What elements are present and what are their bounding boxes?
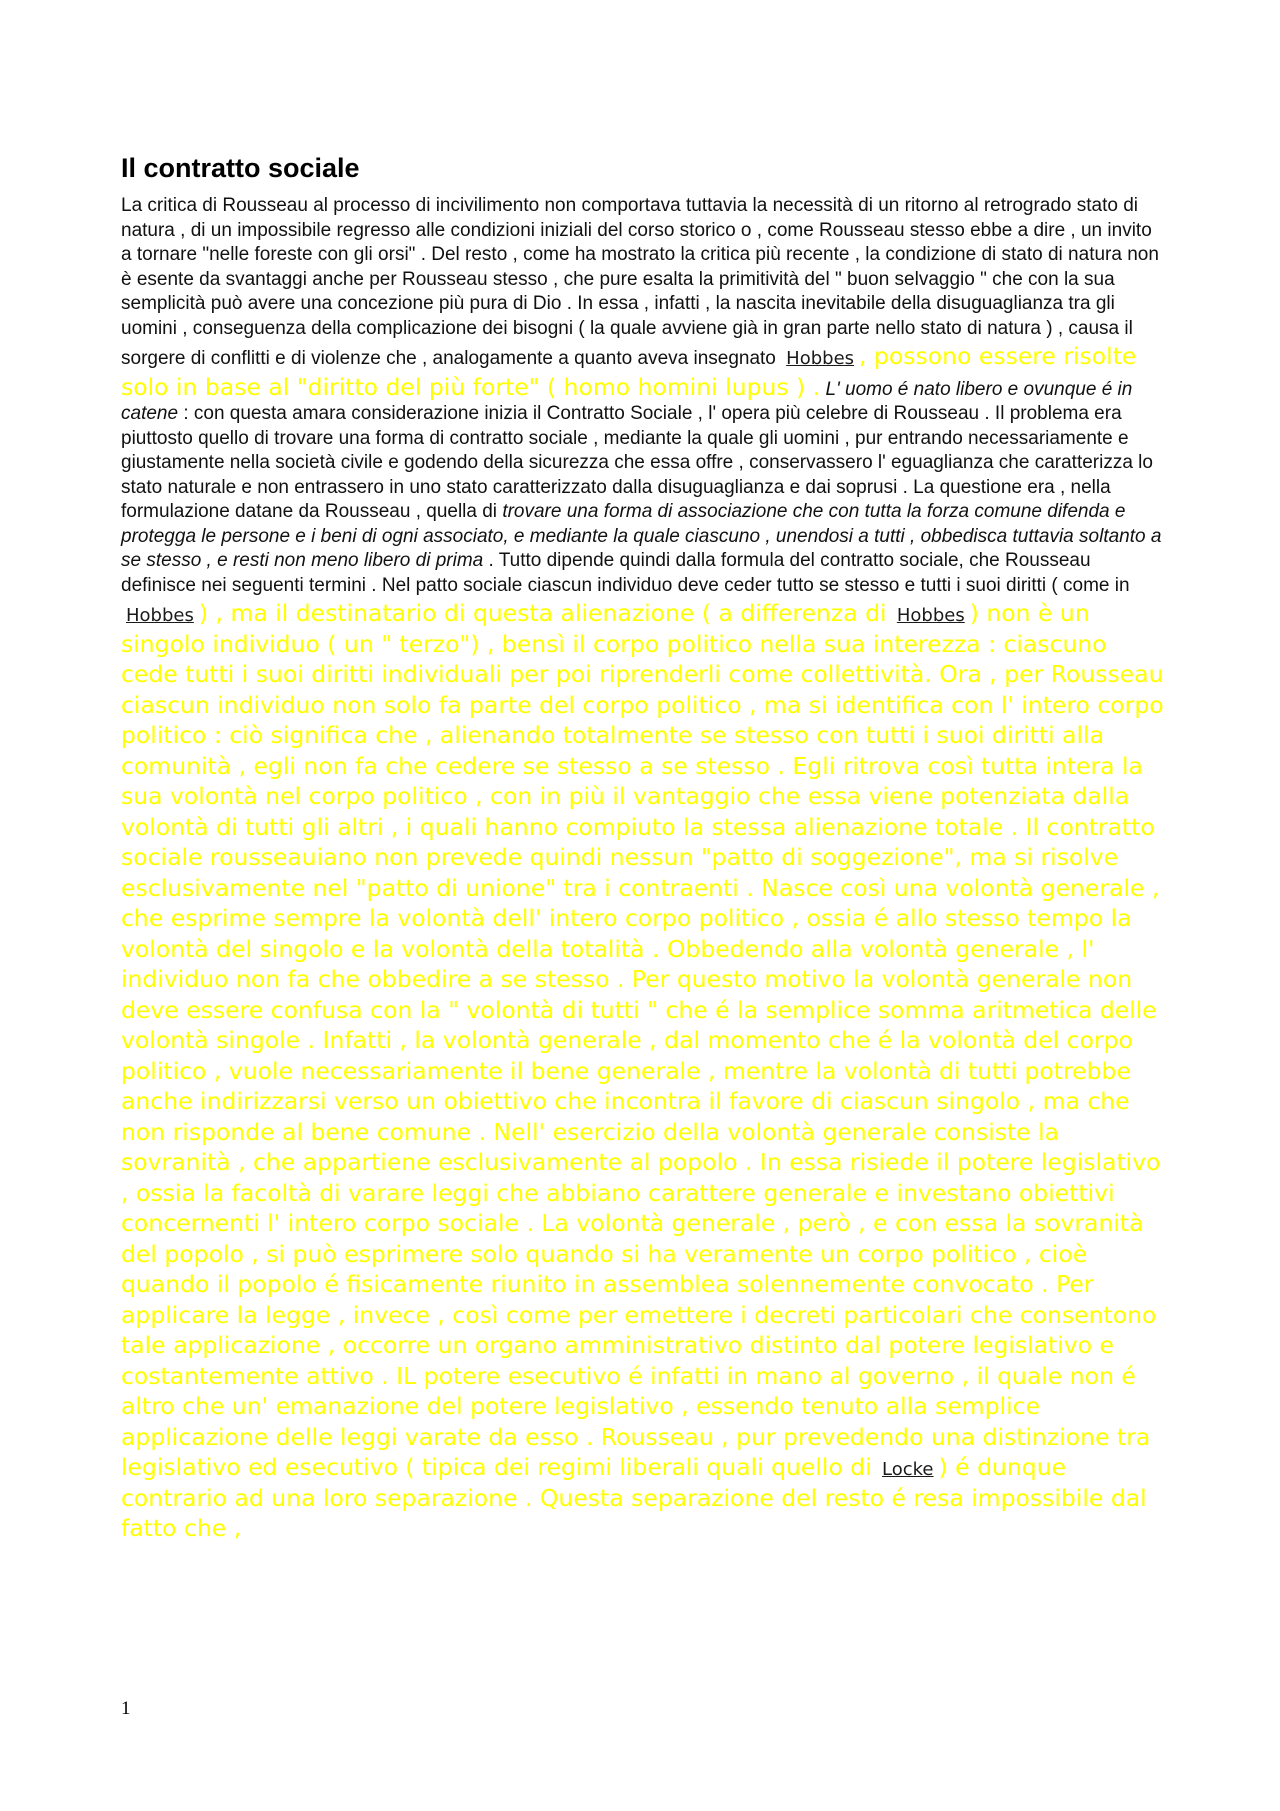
text-intro: La critica di Rousseau al processo di incivilimento non comportava tuttavia la necessità di un ritorno al retrogrado stato di natura , di un impossibile regresso alle condizioni iniziali del corso storico o , come Rousseau stesso ebbe a dire , un invito a tornare "nelle foreste con gli orsi" . Del resto , come ha mostrato la critica più recente , la condizione di stato di natura non è esente da svantaggi anche per Rousseau stesso , che pure esalta la primitività del " buon selvaggio " che con la sua semplicità può avere una concezione più pura di Dio . In essa , infatti , la nascita inevitabile della disuguaglianza tra gli uomini , conseguenza della complicazione dei bisogni ( la quale avviene già in gran parte nello stato di natura ) , causa il sorgere di conflitti e di violenze che , analogamente a quanto aveva insegnato bbox=[121, 195, 1159, 369]
highlight-text-volonta-generale: ) non è un singolo individuo ( un " terzo") , bensì il corpo politico nella sua interezza : ciascuno cede tutti i suoi diritti individuali per poi riprenderli come collettività. Ora , per Rousseau ciascun individuo non solo fa parte del corpo politico , ma si identifica con l' intero corpo politico : ciò significa che , alienando totalmente se stesso con tutti i suoi diritti alla comunità , egli non fa che cedere se stesso a se stesso . Egli ritrova così tutta intera la sua volontà nel corpo politico , con in più il vantaggio che essa viene potenziata dalla volontà di tutti gli altri , i quali hanno compiuto la stessa alienazione totale . Il contratto sociale rousseauiano non prevede quindi nessun "patto di soggezione", ma si risolve esclusivamente nel "patto di unione" tra i contraenti . Nasce così una volontà generale , che esprime sempre la volontà dell' intero corpo politico , ossia é allo stesso tempo la volontà del singolo e la volontà della totalità . Obbedendo alla volontà generale , l' individuo non fa che obbedire a se stesso . Per questo motivo la volontà generale non deve essere confusa con la " volontà di tutti " che é la semplice somma aritmetica delle volontà singole . Infatti , la volontà generale , dal momento che é la volontà del corpo politico , vuole necessariamente il bene generale , mentre la volontà di tutti potrebbe anche indirizzarsi verso un obiettivo che incontra il favore di ciascun singolo , ma che non risponde al bene comune . Nell' esercizio della volontà generale consiste la sovranità , che appartiene esclusivamente al popolo . In essa risiede il potere legislativo , ossia la facoltà di varare leggi che abbiano carattere generale e investano obiettivi concernenti l' intero corpo sociale . La volontà generale , però , e con essa la sovranità del popolo , si può esprimere solo quando si ha veramente un corpo politico , cioè quando il popolo é fisicamente riunito in assemblea solennemente convocato . Per applicare la legge , invece , così come per emettere i decreti particolari che consentono tale applicazione , occorre un organo amministrativo distinto dal potere legislativo e costantemente attivo . IL potere esecutivo é infatti in mano al governo , il quale non é altro che un' emanazione del potere legislativo , essendo tenuto alla semplice applicazione delle leggi varate da esso . Rousseau , pur prevedendo una distinzione tra legislativo ed esecutivo ( tipica dei regimi liberali quali quello di bbox=[121, 599, 1164, 1481]
quote-uomo-libero: L' uomo é nato libero e ovunque é in catene bbox=[121, 378, 1133, 424]
highlight-text-lupus: , possono essere risolte solo in base al "diritto del più forte" ( homo homini lupus ) . bbox=[121, 342, 1137, 401]
highlight-text-separazione: ) é dunque contrario ad una loro separazione . Questa separazione del resto é resa impossibile dal fatto che , bbox=[121, 1453, 1147, 1542]
quote-forma-associazione: trovare una forma di associazione che con tutta la forza comune difenda e protegga le persone e i beni di ogni associato, e mediante la quale ciascuno , unendosi a tutti , obbedisca tuttavia soltanto a se stesso , e resti non meno libero di prima bbox=[121, 501, 1162, 571]
link-hobbes[interactable]: Hobbes bbox=[786, 348, 855, 369]
link-locke[interactable]: Locke bbox=[882, 1459, 934, 1480]
body-paragraph bbox=[121, 194, 1167, 1544]
highlight-text-destinatario: ) , ma il destinatario di questa alienazione ( a differenza di bbox=[198, 599, 887, 627]
link-hobbes[interactable]: Hobbes bbox=[126, 605, 194, 626]
link-hobbes[interactable]: Hobbes bbox=[896, 605, 965, 626]
text-contratto: : con questa amara considerazione inizia il Contratto Sociale , l' opera più celebre di Rousseau . Il problema era piuttosto quello di trovare una forma di contratto sociale , mediante la quale gli uomini , pur entrando necessariamente e giustamente nella società civile e godendo della sicurezza che essa offre , conservassero l' eguaglianza che caratterizza lo stato naturale e non entrassero in uno stato caratterizzato dalla disuguaglianza e dai soprusi . La questione era , nella formulazione datane da Rousseau , quella di bbox=[121, 403, 1153, 522]
text-formula: . Tutto dipende quindi dalla formula del contratto sociale, che Rousseau definisce nei seguenti termini . Nel patto sociale ciascun individuo deve ceder tutto se stesso e tutti i suoi diritti ( come in bbox=[121, 550, 1130, 596]
page-title: Il contratto sociale bbox=[121, 153, 360, 183]
document-content bbox=[121, 150, 1167, 1544]
page-number: 1 bbox=[121, 1698, 131, 1719]
